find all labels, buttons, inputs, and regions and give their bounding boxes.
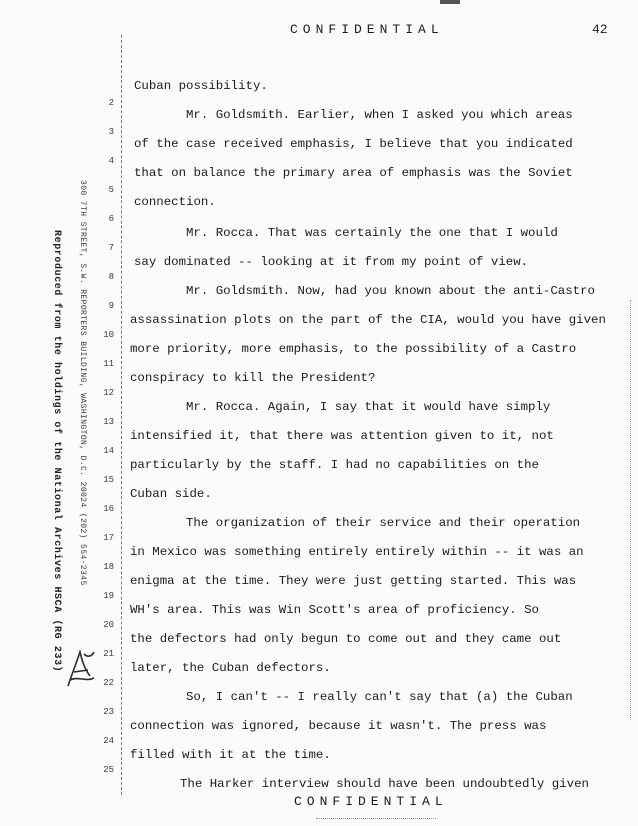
transcript-line: Cuban possibility. — [134, 79, 268, 93]
transcript-line: conspiracy to kill the President? — [130, 371, 376, 385]
transcript-line: assassination plots on the part of the CIA, would you have given — [130, 313, 606, 327]
transcript-line: Mr. Rocca. That was certainly the one that I would — [186, 226, 558, 240]
scan-artifact-top — [440, 0, 460, 4]
transcript-line: connection. — [134, 195, 216, 209]
line-number: 3 — [108, 127, 114, 137]
page-number: 42 — [592, 22, 608, 37]
transcript-line: connection was ignored, because it wasn't. The press was — [130, 719, 547, 733]
line-number: 14 — [103, 446, 114, 456]
transcript-line: enigma at the time. They were just getting started. This was — [130, 574, 577, 588]
line-number: 10 — [103, 330, 114, 340]
line-number: 20 — [103, 620, 114, 630]
transcript-line: Mr. Rocca. Again, I say that it would have simply — [186, 400, 551, 414]
transcript-line: intensified it, that there was attention given to it, not — [130, 429, 554, 443]
transcript-line: in Mexico was something entirely entirely within -- it was an — [130, 545, 584, 559]
line-number: 12 — [103, 388, 114, 398]
handwritten-initials-stamp — [64, 646, 98, 692]
line-number: 18 — [103, 562, 114, 572]
line-number: 13 — [103, 417, 114, 427]
transcript-line: Mr. Goldsmith. Earlier, when I asked you which areas — [186, 108, 573, 122]
line-number: 4 — [108, 156, 114, 166]
transcript-line: more priority, more emphasis, to the possibility of a Castro — [130, 342, 577, 356]
confidential-footer: CONFIDENTIAL — [294, 794, 448, 809]
line-number: 24 — [103, 736, 114, 746]
line-number: 2 — [108, 98, 114, 108]
line-number: 23 — [103, 707, 114, 717]
line-number: 25 — [103, 765, 114, 775]
line-number: 6 — [108, 214, 114, 224]
line-number: 16 — [103, 504, 114, 514]
transcript-line: particularly by the staff. I had no capabilities on the — [130, 458, 539, 472]
archives-reproduction-note: Reproduced from the holdings of the National Archives HSCA (RG 233) — [51, 230, 62, 673]
transcript-line: The Harker interview should have been undoubtedly given — [180, 777, 589, 791]
scan-artifact-bottom — [316, 818, 436, 821]
margin-rule — [121, 35, 122, 795]
transcript-line: that on balance the primary area of emphasis was the Soviet — [134, 166, 573, 180]
transcript-line: WH's area. This was Win Scott's area of proficiency. So — [130, 603, 539, 617]
scan-edge-artifact — [630, 300, 631, 720]
line-number: 17 — [103, 533, 114, 543]
line-number: 8 — [108, 272, 114, 282]
transcript-line: filled with it at the time. — [130, 748, 331, 762]
line-number: 19 — [103, 591, 114, 601]
transcript-line: Mr. Goldsmith. Now, had you known about the anti-Castro — [186, 284, 595, 298]
transcript-line: So, I can't -- I really can't say that (a) the Cuban — [186, 690, 573, 704]
line-number: 7 — [108, 243, 114, 253]
transcript-line: The organization of their service and their operation — [186, 516, 581, 530]
line-number: 9 — [108, 301, 114, 311]
confidential-header: CONFIDENTIAL — [290, 22, 444, 37]
transcript-line: of the case received emphasis, I believe that you indicated — [134, 137, 573, 151]
transcript-line: Cuban side. — [130, 487, 212, 501]
line-number: 22 — [103, 678, 114, 688]
line-number: 5 — [108, 185, 114, 195]
page-header — [0, 22, 638, 42]
line-number: 21 — [103, 649, 114, 659]
line-number: 15 — [103, 475, 114, 485]
transcript-line: later, the Cuban defectors. — [130, 661, 331, 675]
line-number: 11 — [103, 359, 114, 369]
reporter-address: 300 7TH STREET, S.W. REPORTERS BUILDING, WASHINGTON, D.C. 20024 (202) 554-2345 — [78, 180, 87, 586]
transcript-line: the defectors had only begun to come out and they came out — [130, 632, 562, 646]
transcript-line: say dominated -- looking at it from my point of view. — [134, 255, 529, 269]
